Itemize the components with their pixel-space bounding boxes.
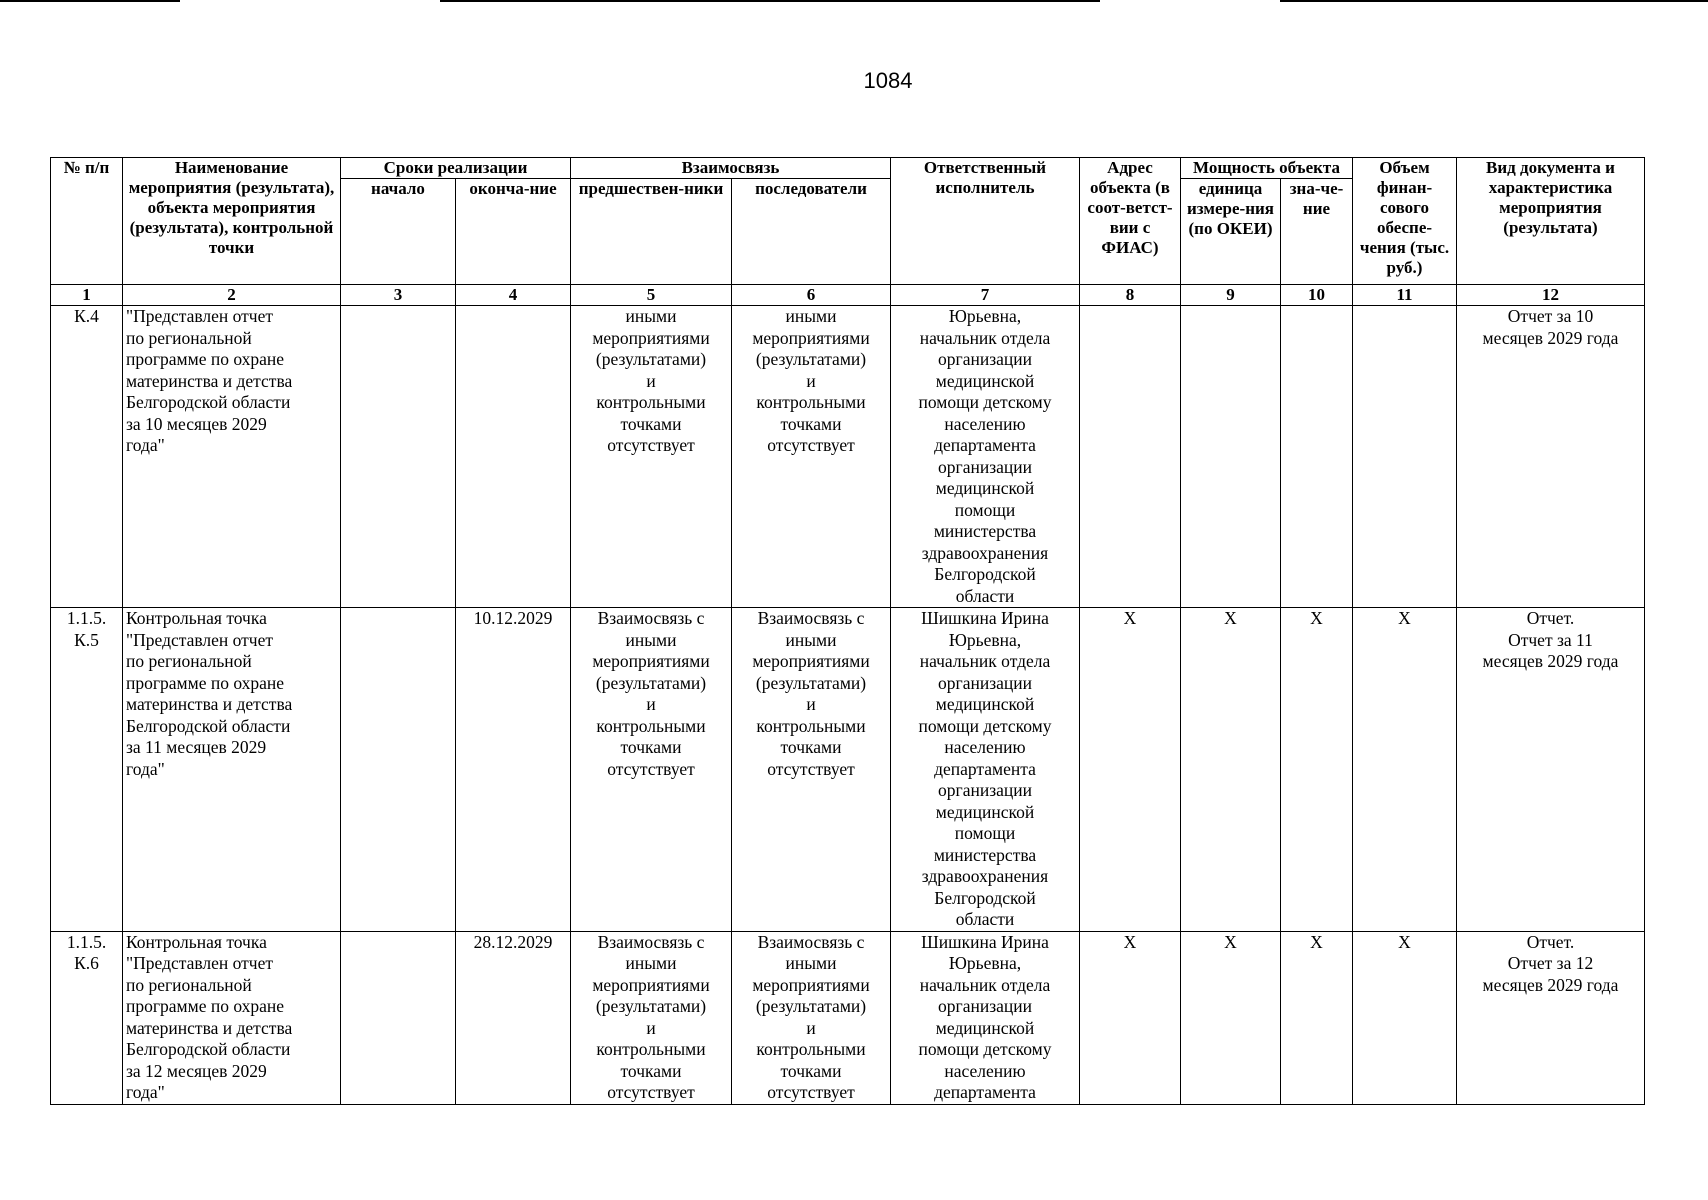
row-predecessors: Взаимосвязь с иными мероприятиями (результатами) и контрольными точками отсутствует	[571, 608, 732, 932]
row-id: К.4	[51, 306, 123, 608]
row-predecessors: Взаимосвязь с иными мероприятиями (результатами) и контрольными точками отсутствует	[571, 931, 732, 1104]
table-row	[51, 306, 1645, 608]
row-responsible: Шишкина Ирина Юрьевна, начальник отдела организации медицинской помощи детскому населению департамента организации медицинской помощи министерства здравоохранения Белгородской области	[891, 608, 1080, 932]
header-document: Вид документа и характеристика мероприятия (результата)	[1457, 158, 1645, 285]
top-rule-mid	[440, 0, 1100, 2]
row-name: "Представлен отчет по региональной программе по охране материнства и детства Белгородской области за 10 месяцев 2029 года"	[123, 306, 341, 608]
row-unit	[1181, 306, 1281, 608]
header-number: № п/п	[51, 158, 123, 285]
row-finance: Х	[1353, 931, 1457, 1104]
header-finance: Объем финан-сового обеспе-чения (тыс. руб.)	[1353, 158, 1457, 285]
row-end	[456, 306, 571, 608]
table-row	[51, 608, 1645, 932]
column-number: 7	[891, 285, 1080, 306]
column-number: 11	[1353, 285, 1457, 306]
row-responsible: Шишкина Ирина Юрьевна, начальник отдела организации медицинской помощи детскому населению департамента	[891, 931, 1080, 1104]
row-successors: иными мероприятиями (результатами) и контрольными точками отсутствует	[732, 306, 891, 608]
column-number: 5	[571, 285, 732, 306]
row-name: Контрольная точка "Представлен отчет по региональной программе по охране материнства и детства Белгородской области за 12 месяцев 2029 года"	[123, 931, 341, 1104]
row-finance: Х	[1353, 608, 1457, 932]
header-terms: Сроки реализации	[341, 158, 571, 179]
header-unit: единица измере-ния (по ОКЕИ)	[1181, 179, 1281, 285]
row-unit: Х	[1181, 608, 1281, 932]
column-number: 12	[1457, 285, 1645, 306]
column-number: 3	[341, 285, 456, 306]
column-number: 8	[1080, 285, 1181, 306]
header-successors: последователи	[732, 179, 891, 285]
column-number: 10	[1281, 285, 1353, 306]
table-row	[51, 931, 1645, 1104]
row-responsible: Юрьевна, начальник отдела организации медицинской помощи детскому населению департамента организации медицинской помощи министерства здравоохранения Белгородской области	[891, 306, 1080, 608]
row-start	[341, 608, 456, 932]
header-start: начало	[341, 179, 456, 285]
table-header	[51, 158, 1645, 306]
row-predecessors: иными мероприятиями (результатами) и контрольными точками отсутствует	[571, 306, 732, 608]
table-body	[51, 306, 1645, 1105]
header-end: оконча-ние	[456, 179, 571, 285]
row-address: Х	[1080, 931, 1181, 1104]
row-end: 28.12.2029	[456, 931, 571, 1104]
row-successors: Взаимосвязь с иными мероприятиями (результатами) и контрольными точками отсутствует	[732, 608, 891, 932]
row-address: Х	[1080, 608, 1181, 932]
top-rule-right	[1280, 0, 1708, 2]
header-responsible: Ответственный исполнитель	[891, 158, 1080, 285]
header-predecessors: предшествен-ники	[571, 179, 732, 285]
row-id: 1.1.5. К.5	[51, 608, 123, 932]
row-document: Отчет. Отчет за 12 месяцев 2029 года	[1457, 931, 1645, 1104]
row-name: Контрольная точка "Представлен отчет по региональной программе по охране материнства и детства Белгородской области за 11 месяцев 2029 года"	[123, 608, 341, 932]
plan-table	[50, 157, 1645, 1105]
column-number: 2	[123, 285, 341, 306]
header-value: зна-че-ние	[1281, 179, 1353, 285]
column-number: 1	[51, 285, 123, 306]
row-start	[341, 931, 456, 1104]
header-link: Взаимосвязь	[571, 158, 891, 179]
column-number: 4	[456, 285, 571, 306]
row-address	[1080, 306, 1181, 608]
header-name: Наименование мероприятия (результата), объекта мероприятия (результата), контрольной точки	[123, 158, 341, 285]
top-rule-left	[0, 0, 180, 2]
row-unit: Х	[1181, 931, 1281, 1104]
page-number: 1084	[863, 68, 913, 93]
row-id: 1.1.5. К.6	[51, 931, 123, 1104]
row-document: Отчет. Отчет за 11 месяцев 2029 года	[1457, 608, 1645, 932]
row-value: Х	[1281, 608, 1353, 932]
row-value: Х	[1281, 931, 1353, 1104]
row-end: 10.12.2029	[456, 608, 571, 932]
row-start	[341, 306, 456, 608]
row-document: Отчет за 10 месяцев 2029 года	[1457, 306, 1645, 608]
column-number: 6	[732, 285, 891, 306]
header-address: Адрес объекта (в соот-ветст-вии с ФИАС)	[1080, 158, 1181, 285]
row-value	[1281, 306, 1353, 608]
header-capacity: Мощность объекта	[1181, 158, 1353, 179]
row-finance	[1353, 306, 1457, 608]
column-number: 9	[1181, 285, 1281, 306]
row-successors: Взаимосвязь с иными мероприятиями (результатами) и контрольными точками отсутствует	[732, 931, 891, 1104]
